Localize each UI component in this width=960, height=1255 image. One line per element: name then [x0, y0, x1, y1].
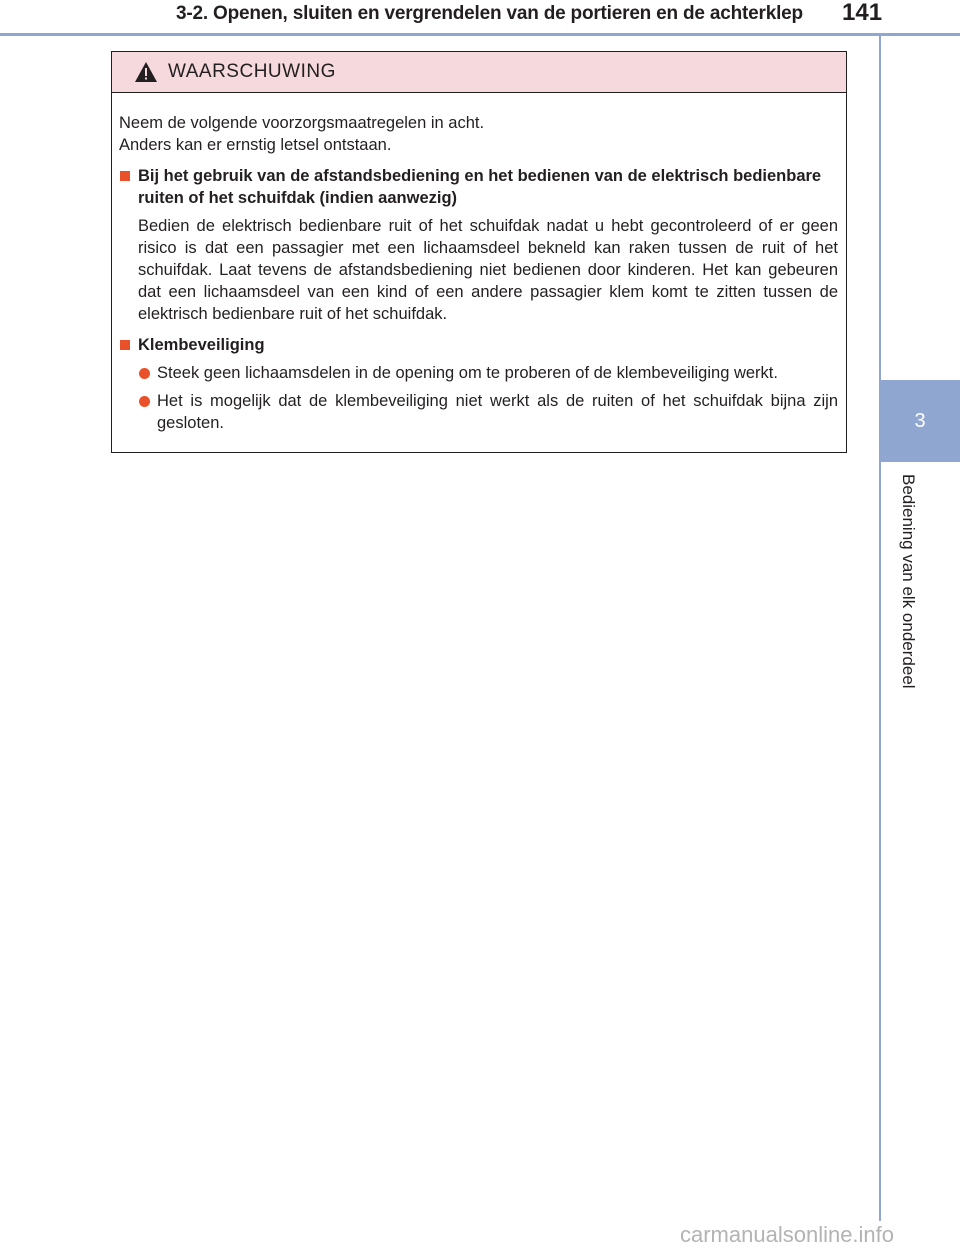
header-divider [0, 33, 960, 36]
list-item-text: Het is mogelijk dat de klembeveiliging niet werkt als de ruiten of het schuifdak bijna zijn gesloten. [157, 392, 838, 432]
chapter-number: 3 [914, 409, 926, 432]
warning-body [112, 93, 846, 434]
round-bullet-icon [139, 368, 150, 379]
warning-intro [119, 112, 838, 156]
section-heading-text: Klembeveiliging [138, 336, 265, 354]
square-bullet-icon [120, 340, 130, 350]
round-bullet-icon [139, 396, 150, 407]
side-divider [879, 36, 881, 1221]
intro-line: Neem de volgende voorzorgsmaatregelen in acht. [119, 114, 485, 132]
warning-box [111, 51, 847, 453]
section-heading-jam-protection [119, 334, 838, 356]
page-header-title: 3-2. Openen, sluiten en vergrendelen van de portieren en de achterklep [176, 3, 803, 24]
warning-header [112, 52, 846, 93]
list-item [138, 362, 838, 384]
chapter-label: Bediening van elk onderdeel [899, 474, 918, 689]
page-number: 141 [842, 0, 883, 26]
section-heading-remote [119, 165, 838, 209]
square-bullet-icon [120, 171, 130, 181]
warning-triangle-icon [134, 61, 158, 83]
footer-watermark: carmanualsonline.info [680, 1222, 895, 1247]
list-item [138, 390, 838, 434]
section-text-remote: Bedien de elektrisch bedienbare ruit of het schuifdak nadat u hebt gecontroleerd of er geen risico is dat een passagier met een lichaamsdeel bekneld kan raken tussen de ruit of het schuifdak. Laat tevens de afstandsbediening niet bedienen door kinderen. Het kan gebeuren dat een lichaamsdeel van een kind of een andere passagier klem komt te zitten tussen de elektrisch bedienbare ruit of het schuifdak. [138, 217, 838, 323]
list-item-text: Steek geen lichaamsdelen in de opening om te proberen of de klembeveiliging werkt. [157, 364, 778, 382]
warning-title: WAARSCHUWING [168, 61, 336, 82]
section-heading-text: Bij het gebruik van de afstandsbediening en het bedienen van de elektrisch bedienbare ruiten of het schuifdak (indien aanwezig) [138, 167, 822, 207]
intro-line: Anders kan er ernstig letsel ontstaan. [119, 136, 392, 154]
chapter-tab [880, 380, 960, 462]
